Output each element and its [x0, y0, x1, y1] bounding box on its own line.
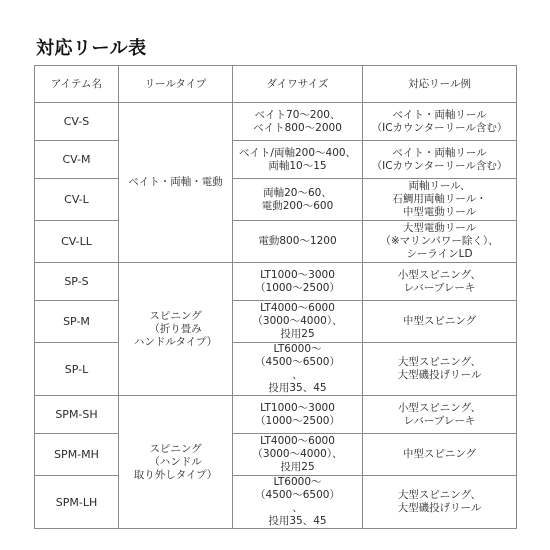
item-name-cell: CV-M — [35, 141, 119, 179]
reel-example-text: 大型電動リール （※マリンパワー除く）、 シーラインLD — [380, 222, 499, 260]
reel-example-cell — [363, 263, 517, 301]
table-row — [35, 343, 517, 396]
daiwa-size-text: LT1000〜3000 （1000〜2500） — [255, 401, 340, 427]
daiwa-size-cell — [233, 301, 363, 343]
item-name-cell: SP-S — [35, 263, 119, 301]
item-name-cell: CV-L — [35, 179, 119, 221]
reel-example-text: 小型スピニング、 レバーブレーキ — [397, 268, 482, 294]
daiwa-size-cell — [233, 434, 363, 476]
daiwa-size-cell — [233, 221, 363, 263]
reel-example-text: ベイト・両軸リール （ICカウンターリール含む） — [371, 146, 508, 172]
item-name-cell: SPM-LH — [35, 476, 119, 529]
reel-example-cell — [363, 396, 517, 434]
header-daiwa-size: ダイワサイズ — [233, 66, 363, 103]
item-name-cell: CV-LL — [35, 221, 119, 263]
daiwa-size-text: LT4000〜6000 （3000〜4000）、 投用25 — [252, 302, 343, 340]
header-item-name: アイテム名 — [35, 66, 119, 103]
reel-example-cell — [363, 343, 517, 396]
daiwa-size-text: LT4000〜6000 （3000〜4000）、 投用25 — [252, 435, 343, 473]
reel-type-cell — [119, 103, 233, 263]
daiwa-size-cell — [233, 396, 363, 434]
reel-compatibility-table — [34, 65, 517, 529]
daiwa-size-cell — [233, 343, 363, 396]
daiwa-size-text: ベイト70〜200、 ベイト800〜2000 — [253, 108, 342, 134]
daiwa-size-text: LT6000〜 （4500〜6500） 、 投用35、45 — [255, 343, 340, 394]
reel-type-cell — [119, 396, 233, 529]
item-name-cell: SP-L — [35, 343, 119, 396]
item-name-cell: SPM-SH — [35, 396, 119, 434]
daiwa-size-text: ベイト/両軸200〜400、 両軸10〜15 — [238, 146, 357, 172]
table-row — [35, 434, 517, 476]
item-name-cell: SP-M — [35, 301, 119, 343]
reel-example-cell — [363, 476, 517, 529]
reel-example-text: 大型スピニング、 大型磯投げリール — [397, 356, 482, 381]
header-row — [35, 66, 517, 103]
daiwa-size-cell — [233, 263, 363, 301]
table-row — [35, 301, 517, 343]
daiwa-size-cell — [233, 476, 363, 529]
daiwa-size-text: 電動800〜1200 — [258, 235, 337, 247]
table-row — [35, 179, 517, 221]
daiwa-size-cell — [233, 103, 363, 141]
table-row — [35, 221, 517, 263]
item-name-cell: SPM-MH — [35, 434, 119, 476]
reel-example-cell — [363, 434, 517, 476]
reel-type-text: スピニング （折り畳み ハンドルタイプ） — [133, 309, 218, 348]
daiwa-size-cell — [233, 179, 363, 221]
daiwa-size-cell — [233, 141, 363, 179]
reel-type-cell — [119, 263, 233, 396]
reel-example-text: 大型スピニング、 大型磯投げリール — [397, 489, 482, 514]
reel-example-cell — [363, 103, 517, 141]
reel-example-text: 中型スピニング — [402, 315, 477, 327]
table-row — [35, 103, 517, 141]
table-row — [35, 141, 517, 179]
reel-example-cell — [363, 179, 517, 221]
item-name-cell: CV-S — [35, 103, 119, 141]
reel-example-text: 両軸リール、 石鯛用両軸リール・ 中型電動リール — [392, 180, 487, 218]
daiwa-size-text: LT6000〜 （4500〜6500） 、 投用35、45 — [255, 476, 340, 527]
reel-example-text: 小型スピニング、 レバーブレーキ — [397, 401, 482, 427]
table-row — [35, 396, 517, 434]
reel-example-cell — [363, 141, 517, 179]
page-title: 対応リール表 — [36, 38, 147, 59]
reel-example-text: ベイト・両軸リール （ICカウンターリール含む） — [371, 108, 508, 134]
table-row — [35, 476, 517, 529]
daiwa-size-text: LT1000〜3000 （1000〜2500） — [255, 268, 340, 294]
reel-type-text: スピニング （ハンドル 取り外しタイプ） — [133, 442, 218, 481]
reel-example-cell — [363, 301, 517, 343]
header-reel-example: 対応リール例 — [363, 66, 517, 103]
table-row — [35, 263, 517, 301]
reel-example-cell — [363, 221, 517, 263]
header-reel-type: リールタイプ — [119, 66, 233, 103]
reel-example-text: 中型スピニング — [402, 448, 477, 460]
reel-type-text: ベイト・両軸・電動 — [128, 176, 223, 188]
daiwa-size-text: 両軸20〜60、 電動200〜600 — [261, 186, 334, 212]
